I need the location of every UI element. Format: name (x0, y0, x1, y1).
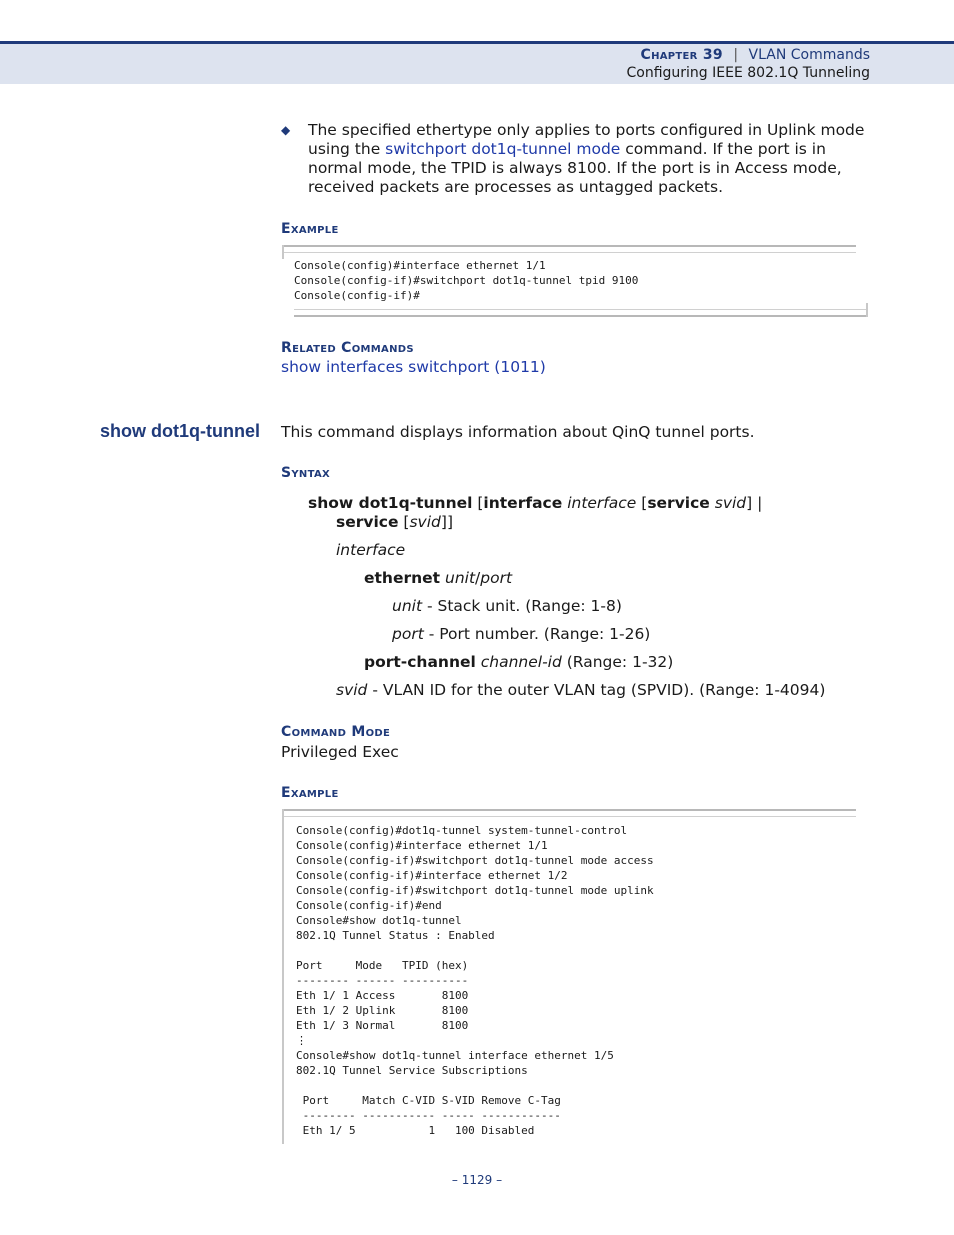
example-heading-2: Example (281, 785, 339, 801)
bullet-text-part1: The specified ethertype only applies to ports configured in Uplink mode using the (308, 121, 865, 158)
param-port: port - Port number. (Range: 1-26) (392, 625, 651, 643)
header-separator: | (733, 47, 739, 63)
switchport-mode-link[interactable]: switchport dot1q-tunnel mode (385, 140, 621, 158)
section-subtitle: Configuring IEEE 802.1Q Tunneling (626, 65, 870, 81)
bullet-text-part2: command. If the port is in normal mode, the TPID is always 8100. If the port is in Access mode, received packets are processes as untagged packets. (308, 140, 842, 196)
command-mode-value: Privileged Exec (281, 743, 399, 761)
param-interface: interface (336, 541, 406, 559)
example-heading-1: Example (281, 221, 339, 237)
page-number: – 1129 – (451, 1173, 503, 1187)
code-example-2-text: Console(config)#dot1q-tunnel system-tunnel-control Console(config)#interface ethernet 1/1 Console(config-if)#switchport dot1q-tunnel mode access Console(config-if)#interface ethernet 1/2 Console(config-if)#switchport dot1q-tunnel mode uplink Console(config-if)#end Console#show dot1q-tunnel 802.1Q Tunnel Status : Enabled Port Mode TPID (hex) -------- ------ ---------- Eth 1/ 1 Access 8100 Eth 1/ 2 Uplink 8100 Eth 1/ 3 Normal 8100 ⋮ Console#show dot1q-tunnel interface ethernet 1/5 802.1Q Tunnel Service Subscriptions Port Match C-VID S-VID Remove C-Tag -------- ----------- ----- ------------ Eth 1/ 5 1 100 Disabled (296, 824, 654, 1137)
chapter-title: VLAN Commands (748, 47, 870, 63)
related-command-link[interactable]: show interfaces switchport (1011) (281, 358, 546, 376)
syntax-heading: Syntax (281, 465, 330, 481)
page-header (0, 41, 954, 84)
param-svid: svid - VLAN ID for the outer VLAN tag (SPVID). (Range: 1-4094) (336, 681, 826, 699)
syntax-line-2: service [svid]] (336, 513, 453, 531)
param-ethernet: ethernet unit/port (364, 569, 513, 587)
code-example-1 (282, 245, 868, 317)
related-commands-heading: Related Commands (281, 340, 414, 356)
chapter-label: Chapter 39 (640, 47, 723, 63)
command-mode-heading: Command Mode (281, 724, 391, 740)
diamond-bullet-icon: ◆ (281, 123, 291, 137)
code-example-1-text: Console(config)#interface ethernet 1/1 Console(config-if)#switchport dot1q-tunnel tpid 9100 Console(config-if)# (294, 259, 639, 302)
code-example-2 (282, 809, 868, 1144)
command-description: This command displays information about QinQ tunnel ports. (281, 423, 755, 441)
command-title: show dot1q-tunnel (100, 421, 260, 441)
syntax-line-1: show dot1q-tunnel [interface interface [service svid] | (308, 494, 763, 512)
param-unit: unit - Stack unit. (Range: 1-8) (392, 597, 622, 615)
param-port-channel: port-channel channel-id (Range: 1-32) (364, 653, 674, 671)
chapter-line (641, 47, 871, 63)
bullet-paragraph (308, 121, 873, 197)
